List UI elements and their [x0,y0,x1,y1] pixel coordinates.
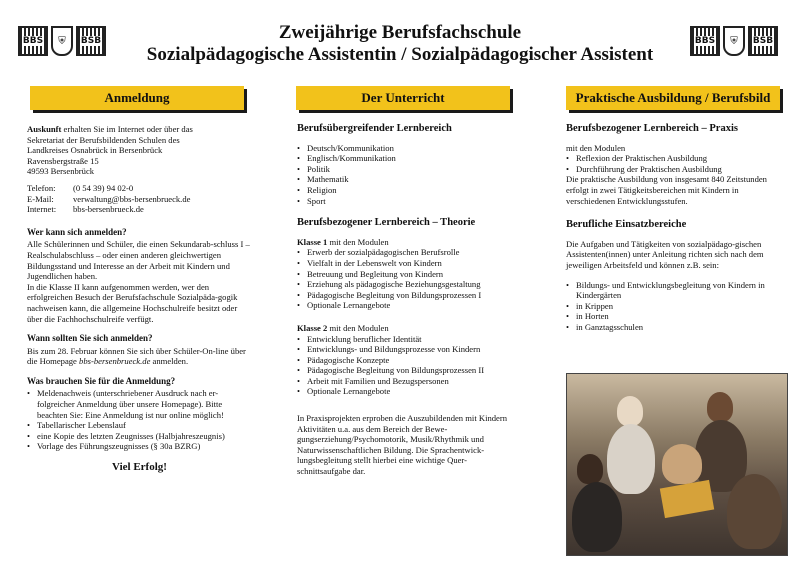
module-list-1 [297,247,517,311]
closing-text: Viel Erfolg! [112,461,167,474]
contact-details: Telefon: (0 54 39) 94 02-0 E-Mail: verwaltung@bbs-bersenbrueck.de Internet: bbs-bersenbrueck.de [27,183,252,215]
banner-unterricht: Der Unterricht [296,86,510,110]
heading-theorie: Berufsbezogener Lernbereich – Theorie [297,217,476,229]
paragraph: Bis zum 28. Februar können Sie sich über Schüler-On-line über die Homepage bbs-bersenbrueck.de anmelden. [27,345,246,367]
paragraph: Die praktische Ausbildung von insgesamt 840 Zeitstunden erfolgt in zwei Tätigkeitsbereichen mit Kindern in verschiedenen Entwicklungsstufen. [566,174,767,206]
address-line: 49593 Bersenbrück [27,166,95,177]
requirements-list [27,388,252,452]
list-item: • in Krippen [566,301,788,312]
column-unterricht [297,124,517,486]
list-item: • Entwicklungs- und Bildungsprozesse von Kindern [297,344,517,355]
subject-list [297,143,517,207]
list-item: • Pädagogische Konzepte [297,355,517,366]
heading-einsatz: Berufliche Einsatzbereiche [566,219,687,231]
list-item: • Durchführung der Praktischen Ausbildung [566,164,788,175]
paragraph: In Praxisprojekten erproben die Auszubildenden mit Kindern Aktivitäten u.a. aus dem Bereich der Bewe-gungserziehung/Psychomotorik, Musik/Rhythmik und Naturwissenschaftlichen Bildung. Die Sprachentwick-lungsbegleitung stellt hierbei eine wichtige Quer-schnittsaufgabe dar. [297,413,508,477]
heading-wer: Wer kann sich anmelden? [27,226,127,237]
list-item: • Optionale Lernangebote [297,300,517,311]
praxis-list [566,153,788,174]
contact-block: Auskunft erhalten Sie im Internet oder über das Sekretariat der Berufsbildenden Schulen des Landkreises Osnabrück in Bersenbrück Ravensbergstraße 15 49593 Bersenbrück [27,124,193,177]
list-item: • Religion [297,185,517,196]
list-item: • eine Kopie des letzten Zeugnisses (Halbjahreszeugnis) [27,431,252,442]
banner-anmeldung: Anmeldung [30,86,244,110]
list-item: • Englisch/Kommunikation [297,153,517,164]
list-item: • Bildungs- und Entwicklungsbegleitung von Kindern in Kindergärten [566,280,788,301]
list-item: • Reflexion der Praktischen Ausbildung [566,153,788,164]
list-item: • Meldenachweis (unterschriebener Ausdruck nach er-folgreicher Anmeldung über unsere Homepage). Bitte beachten Sie: Eine Anmeldung ist nur online möglich! [27,388,252,420]
address-line: Ravensbergstraße 15 [27,155,99,166]
banner-praxis: Praktische Ausbildung / Berufsbild [566,86,780,110]
column-anmeldung [27,124,252,473]
list-item: • in Horten [566,311,788,322]
list-item: • Erwerb der sozialpädagogischen Berufsrolle [297,247,517,258]
list-item: • Erziehung als pädagogische Beziehungsgestaltung [297,279,517,290]
homepage-link: bbs-bersenbrueck.de [79,356,151,367]
website-link: bbs-bersenbrueck.de [73,204,144,215]
list-item: • Tabellarischer Lebenslauf [27,420,252,431]
module-list-2 [297,334,517,398]
list-item: • Pädagogische Begleitung von Bildungsprozessen I [297,290,517,301]
column-praxis [566,124,788,333]
list-item: • Politik [297,164,517,175]
list-item: • Mathematik [297,174,517,185]
list-item: • Pädagogische Begleitung von Bildungsprozessen II [297,365,517,376]
group-photo [566,373,788,556]
school-logo-right: BBS ⛨ BSB [690,26,778,56]
list-item: • Optionale Lernangebote [297,386,517,397]
list-item: • Arbeit mit Familien und Bezugspersonen [297,376,517,387]
einsatz-list [566,280,788,333]
list-item: • Vorlage des Führungszeugnisses (§ 30a BZRG) [27,441,252,452]
crest-icon: ⛨ [51,26,73,56]
list-item: • Sport [297,196,517,207]
heading-wann: Wann sollten Sie sich anmelden? [27,333,153,344]
address-line: Sekretariat der Berufsbildenden Schulen des [27,134,180,145]
address-line: Landkreises Osnabrück in Bersenbrück [27,145,163,156]
klasse-1-intro: Klasse 1 mit den Modulen [297,236,389,247]
school-logo-left: BBS ⛨ BSB [18,26,106,56]
list-item: • in Ganztagsschulen [566,322,788,333]
crest-icon: ⛨ [723,26,745,56]
heading-praxis: Berufsbezogener Lernbereich – Praxis [566,123,738,134]
email-address: verwaltung@bbs-bersenbrueck.de [73,193,191,204]
list-item: • Deutsch/Kommunikation [297,143,517,154]
paragraph: Die Aufgaben und Tätigkeiten von sozialpädago-gischen Assistenten(innen) unter Anleitung richten sich nach dem jeweiligen Arbeitsfeld und können z.B. sein: [566,238,764,270]
heading-was: Was brauchen Sie für die Anmeldung? [27,375,176,386]
heading-uebergreifend: Berufsübergreifender Lernbereich [297,123,452,134]
title-line-1: Zweijährige Berufsfachschule [278,22,522,43]
title-line-2: Sozialpädagogische Assistentin / Sozialpädagogischer Assistent [146,44,654,65]
praxis-intro: mit den Modulen [566,142,626,153]
paragraph: In die Klasse II kann aufgenommen werden, wer den erfolgreichen Besuch der Berufsfachschule Sozialpäda-gogik nachweisen kann, die allgemeine Hochschulreife besitzt oder über die Fachhochschulreife verfügt. [27,281,238,324]
page-title [120,22,680,66]
paragraph: Alle Schülerinnen und Schüler, die einen Sekundarab-schluss I – Realschulabschluss – oder einen anderen gleichwertigen Bildungsstand und Interesse an der Arbeit mit Kindern und Jugendlichen haben. [27,239,250,282]
phone-number: (0 54 39) 94 02-0 [73,182,134,193]
list-item: • Entwicklung beruflicher Identität [297,334,517,345]
list-item: • Betreuung und Begleitung von Kindern [297,269,517,280]
klasse-2-intro: Klasse 2 mit den Modulen [297,322,389,333]
list-item: • Vielfalt in der Lebenswelt von Kindern [297,258,517,269]
